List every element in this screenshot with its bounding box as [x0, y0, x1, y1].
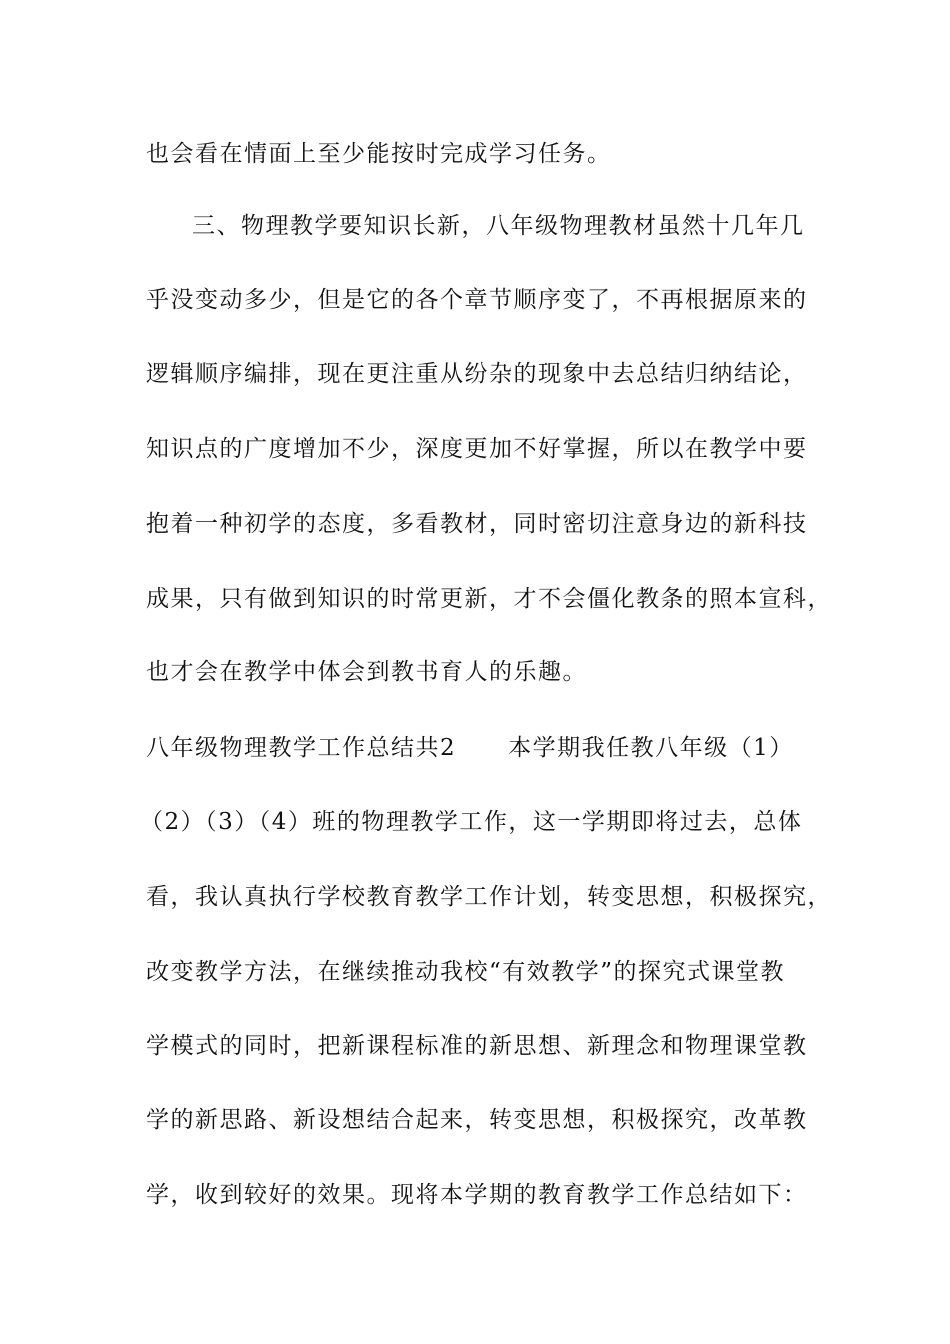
paragraph-line: 也才会在教学中体会到教书育人的乐趣。 [146, 659, 587, 685]
paragraph-line: 抱着一种初学的态度，多看教材，同时密切注意身边的新科技 [146, 511, 808, 537]
paragraph-line: 学的新思路、新设想结合起来，转变思想，积极探究，改革教 [146, 1107, 808, 1133]
paragraph-line: 三、物理教学要知识长新，八年级物理教材虽然十几年几 [192, 213, 805, 239]
paragraph-line: 也会看在情面上至少能按时完成学习任务。 [146, 141, 612, 167]
heading-continuation: 本学期我任教八年级（1） [508, 735, 794, 761]
paragraph-line: 看，我认真执行学校教育教学工作计划，转变思想，积极探究， [146, 884, 832, 910]
paragraph-line: 乎没变动多少，但是它的各个章节顺序变了，不再根据原来的 [146, 287, 808, 313]
paragraph-line: 改变教学方法，在继续推动我校“有效教学”的探究式课堂教 [146, 959, 786, 985]
paragraph-line: 学，收到较好的效果。现将本学期的教育教学工作总结如下： [146, 1182, 808, 1208]
section-heading-line [146, 732, 794, 764]
paragraph-line: 知识点的广度增加不少，深度更加不好掌握，所以在教学中要 [146, 436, 808, 462]
paragraph-line: 逻辑顺序编排，现在更注重从纷杂的现象中去总结归纳结论， [146, 361, 808, 387]
section-heading: 八年级物理教学工作总结共2 [146, 735, 457, 761]
paragraph-line: 成果，只有做到知识的时常更新，才不会僵化教条的照本宣科， [146, 586, 832, 612]
paragraph-line: （2）（3）（4）班的物理教学工作，这一学期即将过去，总体 [140, 809, 803, 835]
paragraph-line: 学模式的同时，把新课程标准的新思想、新理念和物理课堂教 [146, 1033, 808, 1059]
